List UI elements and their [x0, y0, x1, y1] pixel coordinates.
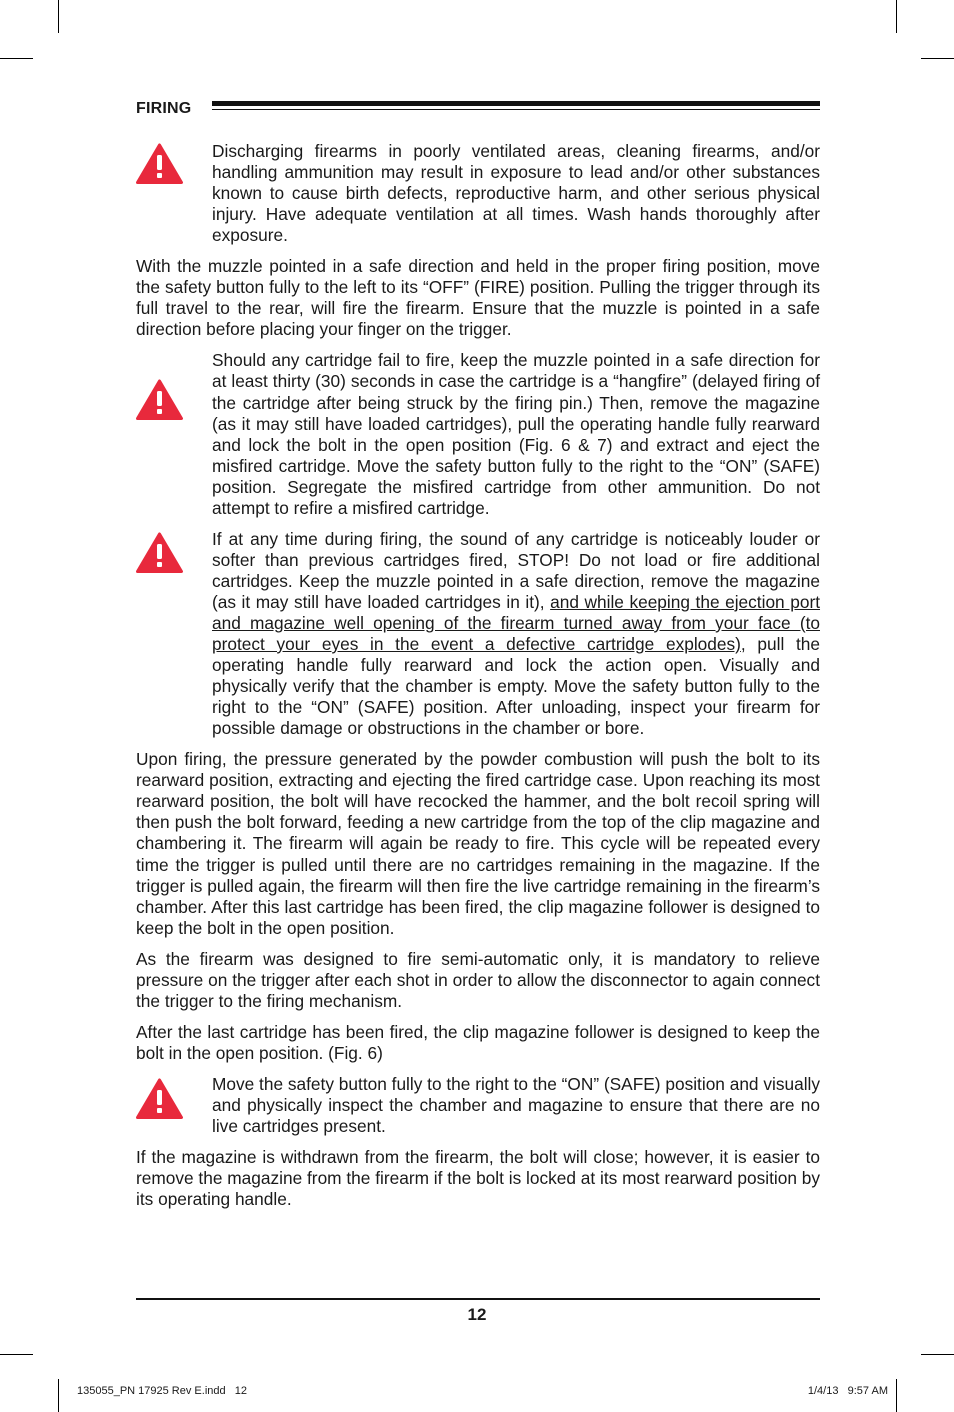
crop-mark — [58, 1379, 59, 1412]
warning-block — [136, 1074, 820, 1137]
heading-rule-thick — [212, 101, 820, 106]
warning-text: Move the safety button fully to the right to the “ON” (SAFE) position and visually and physically inspect the chamber and magazine to ensure that there are no live cartridges present. — [212, 1073, 821, 1137]
page-number: 12 — [467, 1305, 487, 1324]
crop-mark — [0, 1354, 33, 1355]
footer-rule — [136, 1298, 820, 1300]
warning-block — [136, 350, 820, 518]
page-body — [136, 141, 820, 1220]
paragraph: Upon firing, the pressure generated by the powder combustion will push the bolt to its rearward position, extracting and ejecting the fired cartridge case. Upon reaching its most rearward position, the bolt will have recocked the hammer, and the bolt recoil spring will then push the bolt forward, feeding a new cartridge from the top of the clip magazine and chambering it. The firearm will again be ready to fire. This cycle will be repeated every time the trigger is pulled until there are no cartridges remaining in the magazine. If the trigger is pulled again, the firearm will then fire the live cartridge remaining in the firearm’s chamber. After this last cartridge has been fired, the clip magazine follower is designed to keep the bolt in the open position. — [136, 749, 820, 938]
heading-rule-thin — [212, 109, 820, 110]
crop-mark — [921, 58, 954, 59]
warning-text-underlined: and while keeping the ejection port and magazine well opening of the firearm turned away from your face (to protect your eyes in the event a defective cartridge explodes) — [212, 591, 821, 655]
warning-triangle-icon — [136, 532, 183, 573]
warning-triangle-icon — [136, 379, 183, 420]
section-title: FIRING — [136, 100, 192, 117]
crop-mark — [896, 0, 897, 33]
crop-mark — [896, 1379, 897, 1412]
warning-text: If at any time during firing, the sound of any cartridge is noticeably louder or softer than previous cartridges fired, STOP! Do not load or fire additional cartridges. Keep the muzzle pointed in a safe direction, remove the magazine (as it may still have loaded cartridges in it), — [212, 528, 820, 612]
print-slug-file: 135055_PN 17925 Rev E.indd 12 — [77, 1385, 248, 1397]
warning-block — [136, 141, 820, 246]
paragraph: If the magazine is withdrawn from the firearm, the bolt will close; however, it is easier to remove the magazine from the firearm if the bolt is locked at its most rearward position by its operating handle. — [136, 1147, 820, 1210]
paragraph: With the muzzle pointed in a safe direction and held in the proper firing position, move the safety button fully to the left to its “OFF” (FIRE) position. Pulling the trigger through its full travel to the rear, will fire the firearm. Ensure that the muzzle is pointed in a safe direction before placing your finger on the trigger. — [136, 256, 820, 340]
warning-block — [136, 529, 820, 739]
warning-triangle-icon — [136, 1078, 183, 1119]
crop-mark — [921, 1354, 954, 1355]
crop-mark — [0, 58, 33, 59]
warning-text: , pull the operating handle fully rearward and lock the action open. Visually and physically verify that the chamber is empty. Move the safety button fully to the right to the “ON” (SAFE) position. After unloading, inspect your firearm for possible damage or obstructions in the chamber or bore. — [212, 634, 821, 739]
warning-text: Discharging firearms in poorly ventilated areas, cleaning firearms, and/or handling ammunition may result in exposure to lead and/or other substances known to cause birth defects, reproductive harm, and other serious physical injury. Have adequate ventilation at all times. Wash hands thoroughly after exposure. — [212, 141, 820, 246]
paragraph: As the firearm was designed to fire semi-automatic only, it is mandatory to relieve pressure on the trigger after each shot in order to allow the disconnector to again connect the trigger to the firing mechanism. — [136, 948, 820, 1011]
paragraph: After the last cartridge has been fired, the clip magazine follower is designed to keep the bolt in the open position. (Fig. 6) — [136, 1021, 820, 1063]
print-slug-date: 1/4/13 9:57 AM — [807, 1385, 888, 1397]
section-heading — [136, 99, 820, 119]
warning-triangle-icon — [136, 143, 183, 184]
warning-text: Should any cartridge fail to fire, keep the muzzle pointed in a safe direction for at least thirty (30) seconds in case the cartridge is a “hangfire” (delayed firing of the cartridge after being struck by the firing pin.) Then, remove the magazine (as it may still have loaded cartridges), pull the operating handle fully rearward and lock the bolt in the open position (Fig. 6 & 7) and extract and eject the misfired cartridge. Move the safety button fully to the right to the “ON” (SAFE) position. Segregate the misfired cartridge from other ammunition. Do not attempt to refire a misfired cartridge. — [212, 350, 820, 518]
crop-mark — [58, 0, 59, 33]
